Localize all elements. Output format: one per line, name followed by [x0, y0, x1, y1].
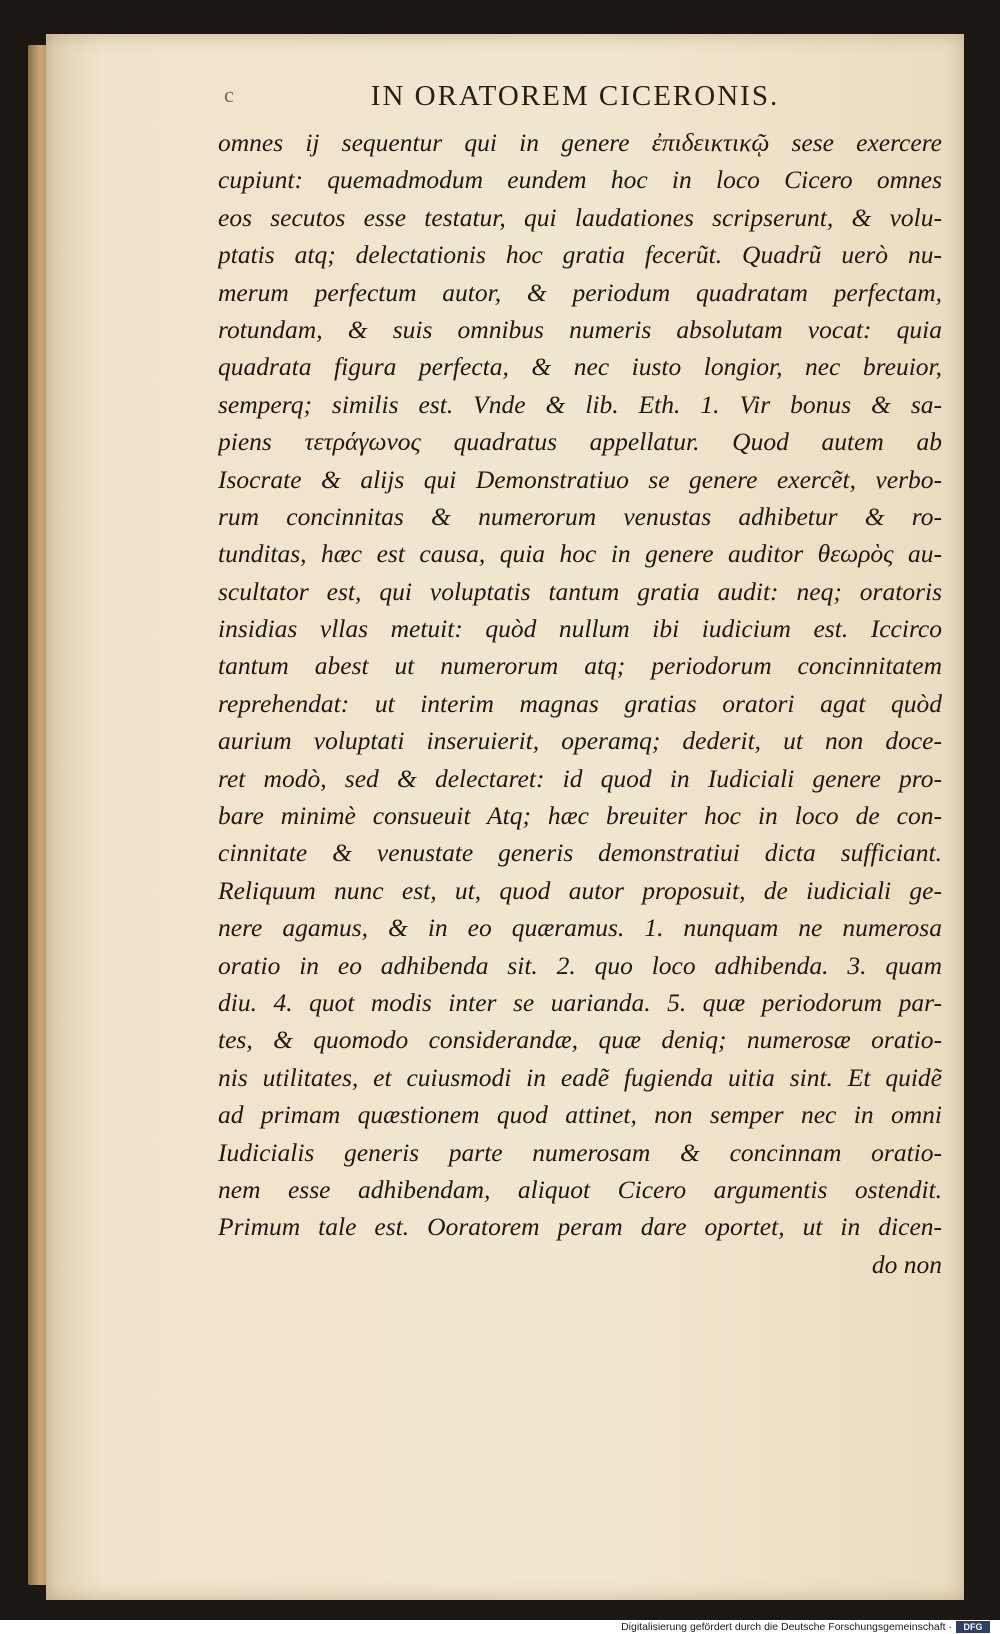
text-line: reprehendat: ut interim magnas gratias oratori agat quòd — [218, 688, 942, 718]
text-line: scultator est, qui voluptatis tantum gratia audit: neq; oratoris — [218, 576, 942, 606]
text-line: quadrata figura perfecta, & nec iusto longior, nec breuior, — [218, 352, 942, 382]
text-line: merum perfectum autor, & periodum quadratam perfectam, — [218, 277, 942, 307]
text-line: rotundam, & suis omnibus numeris absolutam vocat: quia — [218, 314, 942, 344]
funding-credit: Digitalisierung gefördert durch die Deutsche Forschungsgemeinschaft · — [621, 1621, 952, 1633]
book-page — [46, 34, 964, 1600]
text-line: Isocrate & alijs qui Demonstratiuo se genere exercẽt, verbo- — [218, 464, 942, 494]
text-line: piens τετράγωνος quadratus appellatur. Quod autem ab — [218, 427, 942, 457]
book-spine — [28, 45, 48, 1585]
text-line: eos secutos esse testatur, qui laudationes scripserunt, & volu- — [218, 202, 942, 232]
text-line: Reliquum nunc est, ut, quod autor proposuit, de iudiciali ge- — [218, 875, 942, 905]
text-line: oratio in eo adhibenda sit. 2. quo loco adhibenda. 3. quam — [218, 950, 942, 980]
text-line: ad primam quæstionem quod attinet, non semper nec in omni — [218, 1100, 942, 1130]
catchword: do non — [871, 1249, 942, 1279]
folio-mark: c — [224, 82, 234, 107]
text-line: bare minimè consueuit Atq; hæc breuiter hoc in loco de con- — [218, 801, 942, 831]
body-text — [218, 124, 942, 1283]
text-line: tantum abest ut numerorum atq; periodorum concinnitatem — [218, 651, 942, 681]
text-line: tes, & quomodo considerandæ, quæ deniq; numerosæ oratio- — [218, 1025, 942, 1055]
text-line: rum concinnitas & numerorum venustas adhibetur & ro- — [218, 501, 942, 531]
digitization-footer — [0, 1620, 1000, 1634]
text-line: semperq; similis est. Vnde & lib. Eth. 1. Vir bonus & sa- — [218, 389, 942, 419]
text-line: omnes ij sequentur qui in genere ἐπιδεικτικῷ sese exercere — [218, 128, 942, 157]
text-line: nere agamus, & in eo quæramus. 1. nunquam ne numerosa — [218, 913, 942, 943]
text-line: nem esse adhibendam, aliquot Cicero argumentis ostendit. — [218, 1174, 942, 1204]
text-line: cupiunt: quemadmodum eundem hoc in loco Cicero omnes — [218, 165, 942, 195]
page-header — [46, 80, 964, 113]
text-line: ret modò, sed & delectaret: id quod in Iudiciali genere pro- — [218, 763, 942, 793]
text-line: tunditas, hæc est causa, quia hoc in genere auditor θεωρὸς au- — [218, 539, 942, 569]
text-line: Primum tale est. Ooratorem peram dare oportet, ut in dicen- — [218, 1212, 942, 1242]
text-line: diu. 4. quot modis inter se uarianda. 5. quæ periodorum par- — [218, 987, 942, 1017]
text-line: Iudicialis generis parte numerosam & concinnam oratio- — [218, 1137, 942, 1167]
text-line: insidias vllas metuit: quòd nullum ibi iudicium est. Iccirco — [218, 614, 942, 644]
text-line: aurium voluptati inseruierit, operamq; dederit, ut non doce- — [218, 726, 942, 756]
text-line: nis utilitates, et cuiusmodi in eadẽ fugienda uitia sint. Et quidẽ — [218, 1062, 942, 1092]
dfg-logo: DFG — [956, 1621, 990, 1633]
text-line: cinnitate & venustate generis demonstratiui dicta sufficiant. — [218, 838, 942, 868]
running-title: IN ORATOREM CICERONIS. — [370, 80, 780, 112]
text-line: ptatis atq; delectationis hoc gratia fecerũt. Quadrũ uerò nu- — [218, 240, 942, 270]
